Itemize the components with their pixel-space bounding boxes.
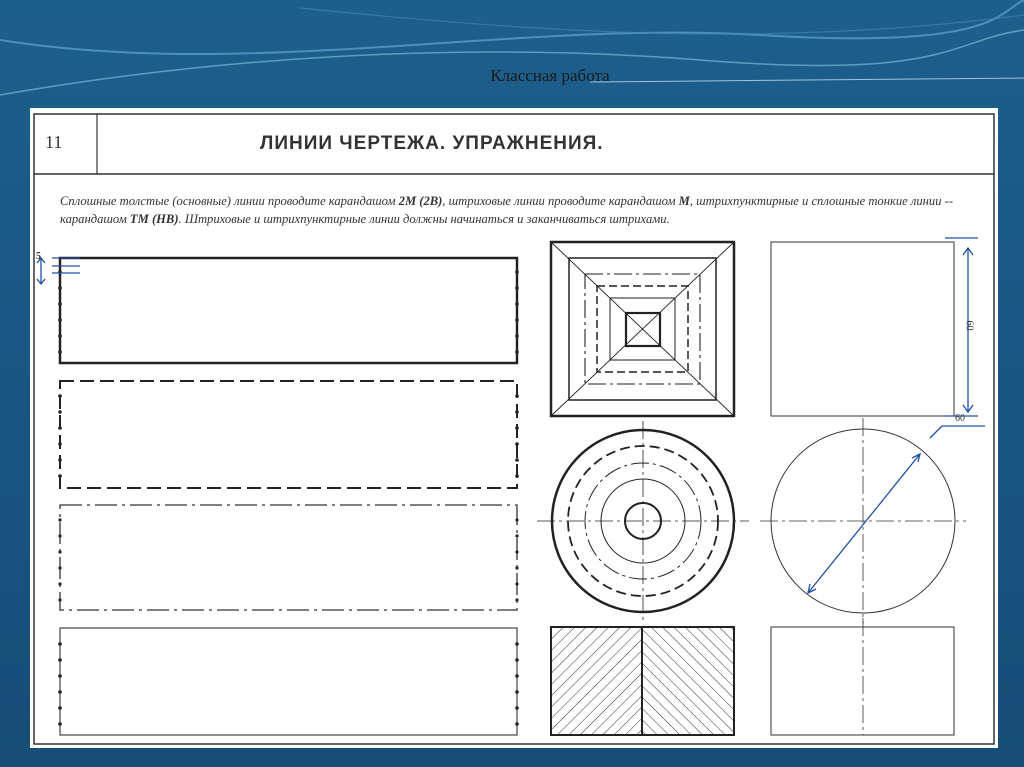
rect-solid-thick [58, 258, 519, 363]
rect-dashed [58, 381, 519, 488]
hatched-rectangle-figure [551, 627, 734, 735]
rect-dash-dot [58, 505, 518, 610]
empty-divided-rect-figure [771, 618, 954, 735]
sheet-title: ЛИНИИ ЧЕРТЕЖА. УПРАЖНЕНИЯ. [260, 133, 604, 154]
wave-decoration [0, 0, 1024, 110]
rect-solid-thin [58, 628, 519, 735]
slide-title: Классная работа [490, 66, 610, 85]
empty-square-figure [771, 242, 954, 416]
dimension-gap-label: 5 [36, 251, 41, 262]
sheet-number: 11 [45, 132, 63, 152]
dimension-height-label: 60 [963, 320, 975, 331]
concentric-circles-figure [537, 421, 749, 621]
nested-squares-figure [551, 242, 734, 416]
exercise-drawings [30, 108, 998, 748]
instructions-text: Сплошные толстые (основные) линии проводите карандашом 2М (2В), штриховые линии проводите карандашом М, штрихпунктирные и сплошные тонкие линии -- карандашом ТМ (НВ). Штриховые и штрихпунктирные линии должны начинаться и заканчиваться штрихами. [60, 194, 954, 226]
dimension-width-label: 60 [955, 413, 965, 424]
worksheet [30, 108, 998, 748]
empty-circle-figure [760, 418, 966, 624]
